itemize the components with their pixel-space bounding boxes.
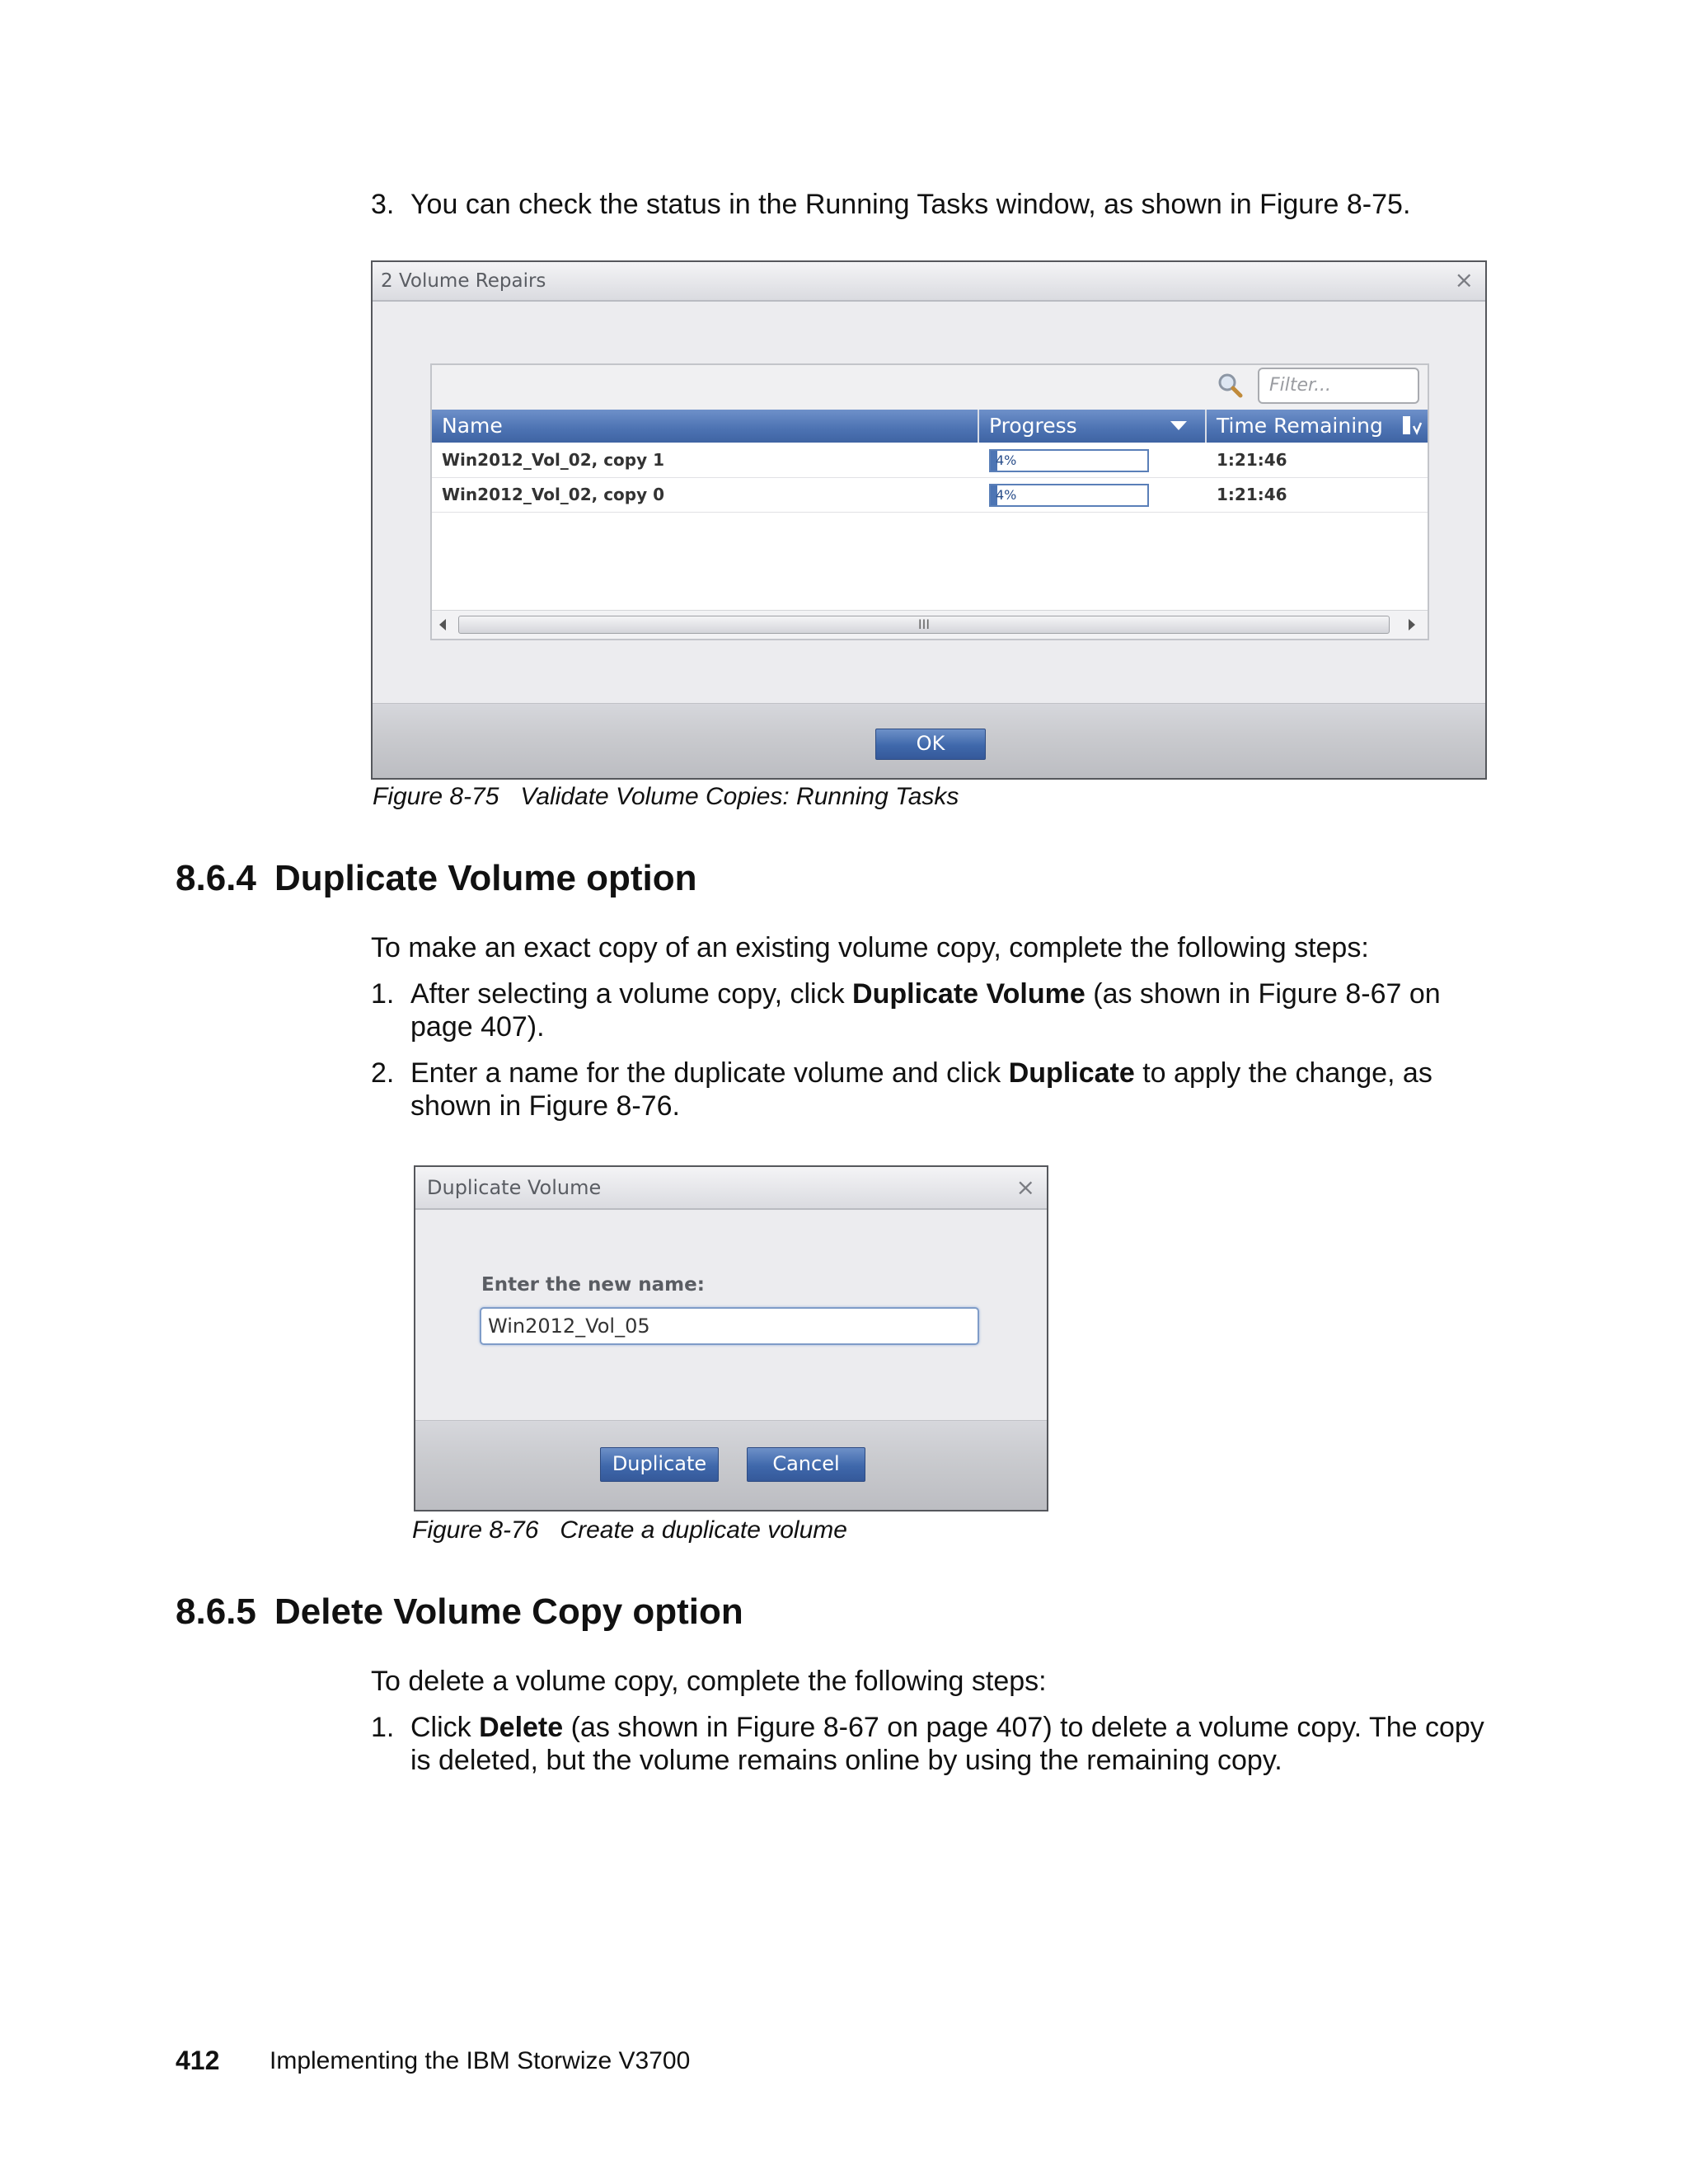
horizontal-scrollbar[interactable] — [432, 610, 1428, 639]
section-title: Delete Volume Copy option — [274, 1591, 743, 1632]
scroll-left-icon[interactable] — [438, 619, 447, 630]
step-text — [410, 1057, 1508, 1122]
section-heading-8-6-4 — [176, 857, 697, 900]
step-number: 3. — [371, 189, 395, 220]
sort-down-icon — [1170, 421, 1187, 431]
text-run: Enter a name for the duplicate volume and click — [410, 1057, 1009, 1089]
text-run: After selecting a volume copy, click — [410, 978, 853, 1010]
new-name-input[interactable] — [480, 1307, 979, 1345]
running-footer-title: Implementing the IBM Storwize V3700 — [270, 2047, 691, 2074]
step-text — [410, 1711, 1508, 1777]
section-heading-8-6-5 — [176, 1591, 743, 1633]
duplicate-volume-dialog — [414, 1165, 1048, 1511]
table-toolbar — [432, 365, 1428, 410]
column-header-progress[interactable] — [979, 410, 1207, 443]
running-tasks-table — [430, 363, 1429, 640]
text-run: to apply the change, as shown in Figure 8-76. — [410, 1057, 1432, 1122]
intro-paragraph: To make an exact copy of an existing volume copy, complete the following steps: — [371, 932, 1369, 963]
figure-label: Figure 8-76 — [412, 1516, 539, 1544]
row-time-remaining: 1:21:46 — [1217, 485, 1287, 504]
ui-term: Duplicate — [1008, 1057, 1135, 1089]
step-number: 1. — [371, 978, 395, 1010]
step-1 — [371, 1711, 1508, 1777]
row-name: Win2012_Vol_02, copy 1 — [442, 450, 665, 470]
column-header-label: Time Remaining — [1217, 414, 1383, 438]
section-number: 8.6.5 — [176, 1591, 256, 1632]
step-text — [410, 977, 1508, 1043]
progress-label: 4% — [996, 452, 1017, 468]
close-icon[interactable]: × — [1015, 1174, 1035, 1201]
dialog-footer — [373, 703, 1485, 778]
column-header-time-remaining[interactable] — [1207, 410, 1428, 443]
dialog-title: Duplicate Volume — [415, 1167, 1047, 1210]
figure-caption-8-76 — [412, 1516, 847, 1544]
filter-input[interactable]: Filter... — [1258, 368, 1419, 404]
page-number: 412 — [176, 2046, 220, 2075]
ui-term: Delete — [479, 1712, 564, 1743]
figure-caption-8-75 — [373, 783, 959, 811]
row-name: Win2012_Vol_02, copy 0 — [442, 485, 665, 504]
step-3 — [371, 188, 1508, 221]
progress-bar — [989, 449, 1149, 472]
figure-title: Create a duplicate volume — [560, 1516, 847, 1544]
table-row[interactable] — [432, 443, 1428, 478]
intro-paragraph: To delete a volume copy, complete the following steps: — [371, 1666, 1047, 1697]
cancel-button[interactable]: Cancel — [747, 1447, 865, 1482]
row-time-remaining: 1:21:46 — [1217, 450, 1287, 470]
column-header-name[interactable]: Name — [432, 410, 979, 443]
ui-term: Duplicate Volume — [852, 978, 1085, 1010]
step-1 — [371, 977, 1508, 1043]
figure-label: Figure 8-75 — [373, 783, 499, 810]
progress-bar — [989, 484, 1149, 507]
column-header-label: Progress — [989, 414, 1077, 438]
dialog-title: 2 Volume Repairs — [373, 262, 1485, 302]
step-number: 1. — [371, 1712, 395, 1743]
dialog-footer — [415, 1420, 1047, 1510]
scroll-right-icon[interactable] — [1408, 619, 1416, 630]
scroll-thumb[interactable]: III — [458, 616, 1390, 634]
search-icon — [1217, 372, 1243, 398]
text-run: Click — [410, 1712, 480, 1743]
progress-label: 4% — [996, 487, 1017, 503]
text-run: (as shown in Figure 8-67 on page 407). — [410, 978, 1441, 1043]
table-row[interactable] — [432, 477, 1428, 513]
text-run: (as shown in Figure 8-67 on page 407) to delete a volume copy. The copy is deleted, but the volume remains online by using the remaining copy. — [410, 1712, 1484, 1776]
close-icon[interactable]: × — [1454, 266, 1474, 293]
step-2 — [371, 1057, 1508, 1122]
figure-title: Validate Volume Copies: Running Tasks — [520, 783, 959, 810]
name-prompt-label: Enter the new name: — [481, 1274, 705, 1296]
ok-button[interactable]: OK — [875, 729, 986, 760]
step-text: You can check the status in the Running Tasks window, as shown in Figure 8-75. — [410, 189, 1411, 220]
section-title: Duplicate Volume option — [274, 858, 697, 898]
section-number: 8.6.4 — [176, 858, 256, 898]
step-number: 2. — [371, 1057, 395, 1089]
volume-repairs-dialog — [371, 260, 1487, 780]
duplicate-button[interactable]: Duplicate — [600, 1447, 719, 1482]
column-chooser-icon[interactable] — [1401, 415, 1423, 438]
